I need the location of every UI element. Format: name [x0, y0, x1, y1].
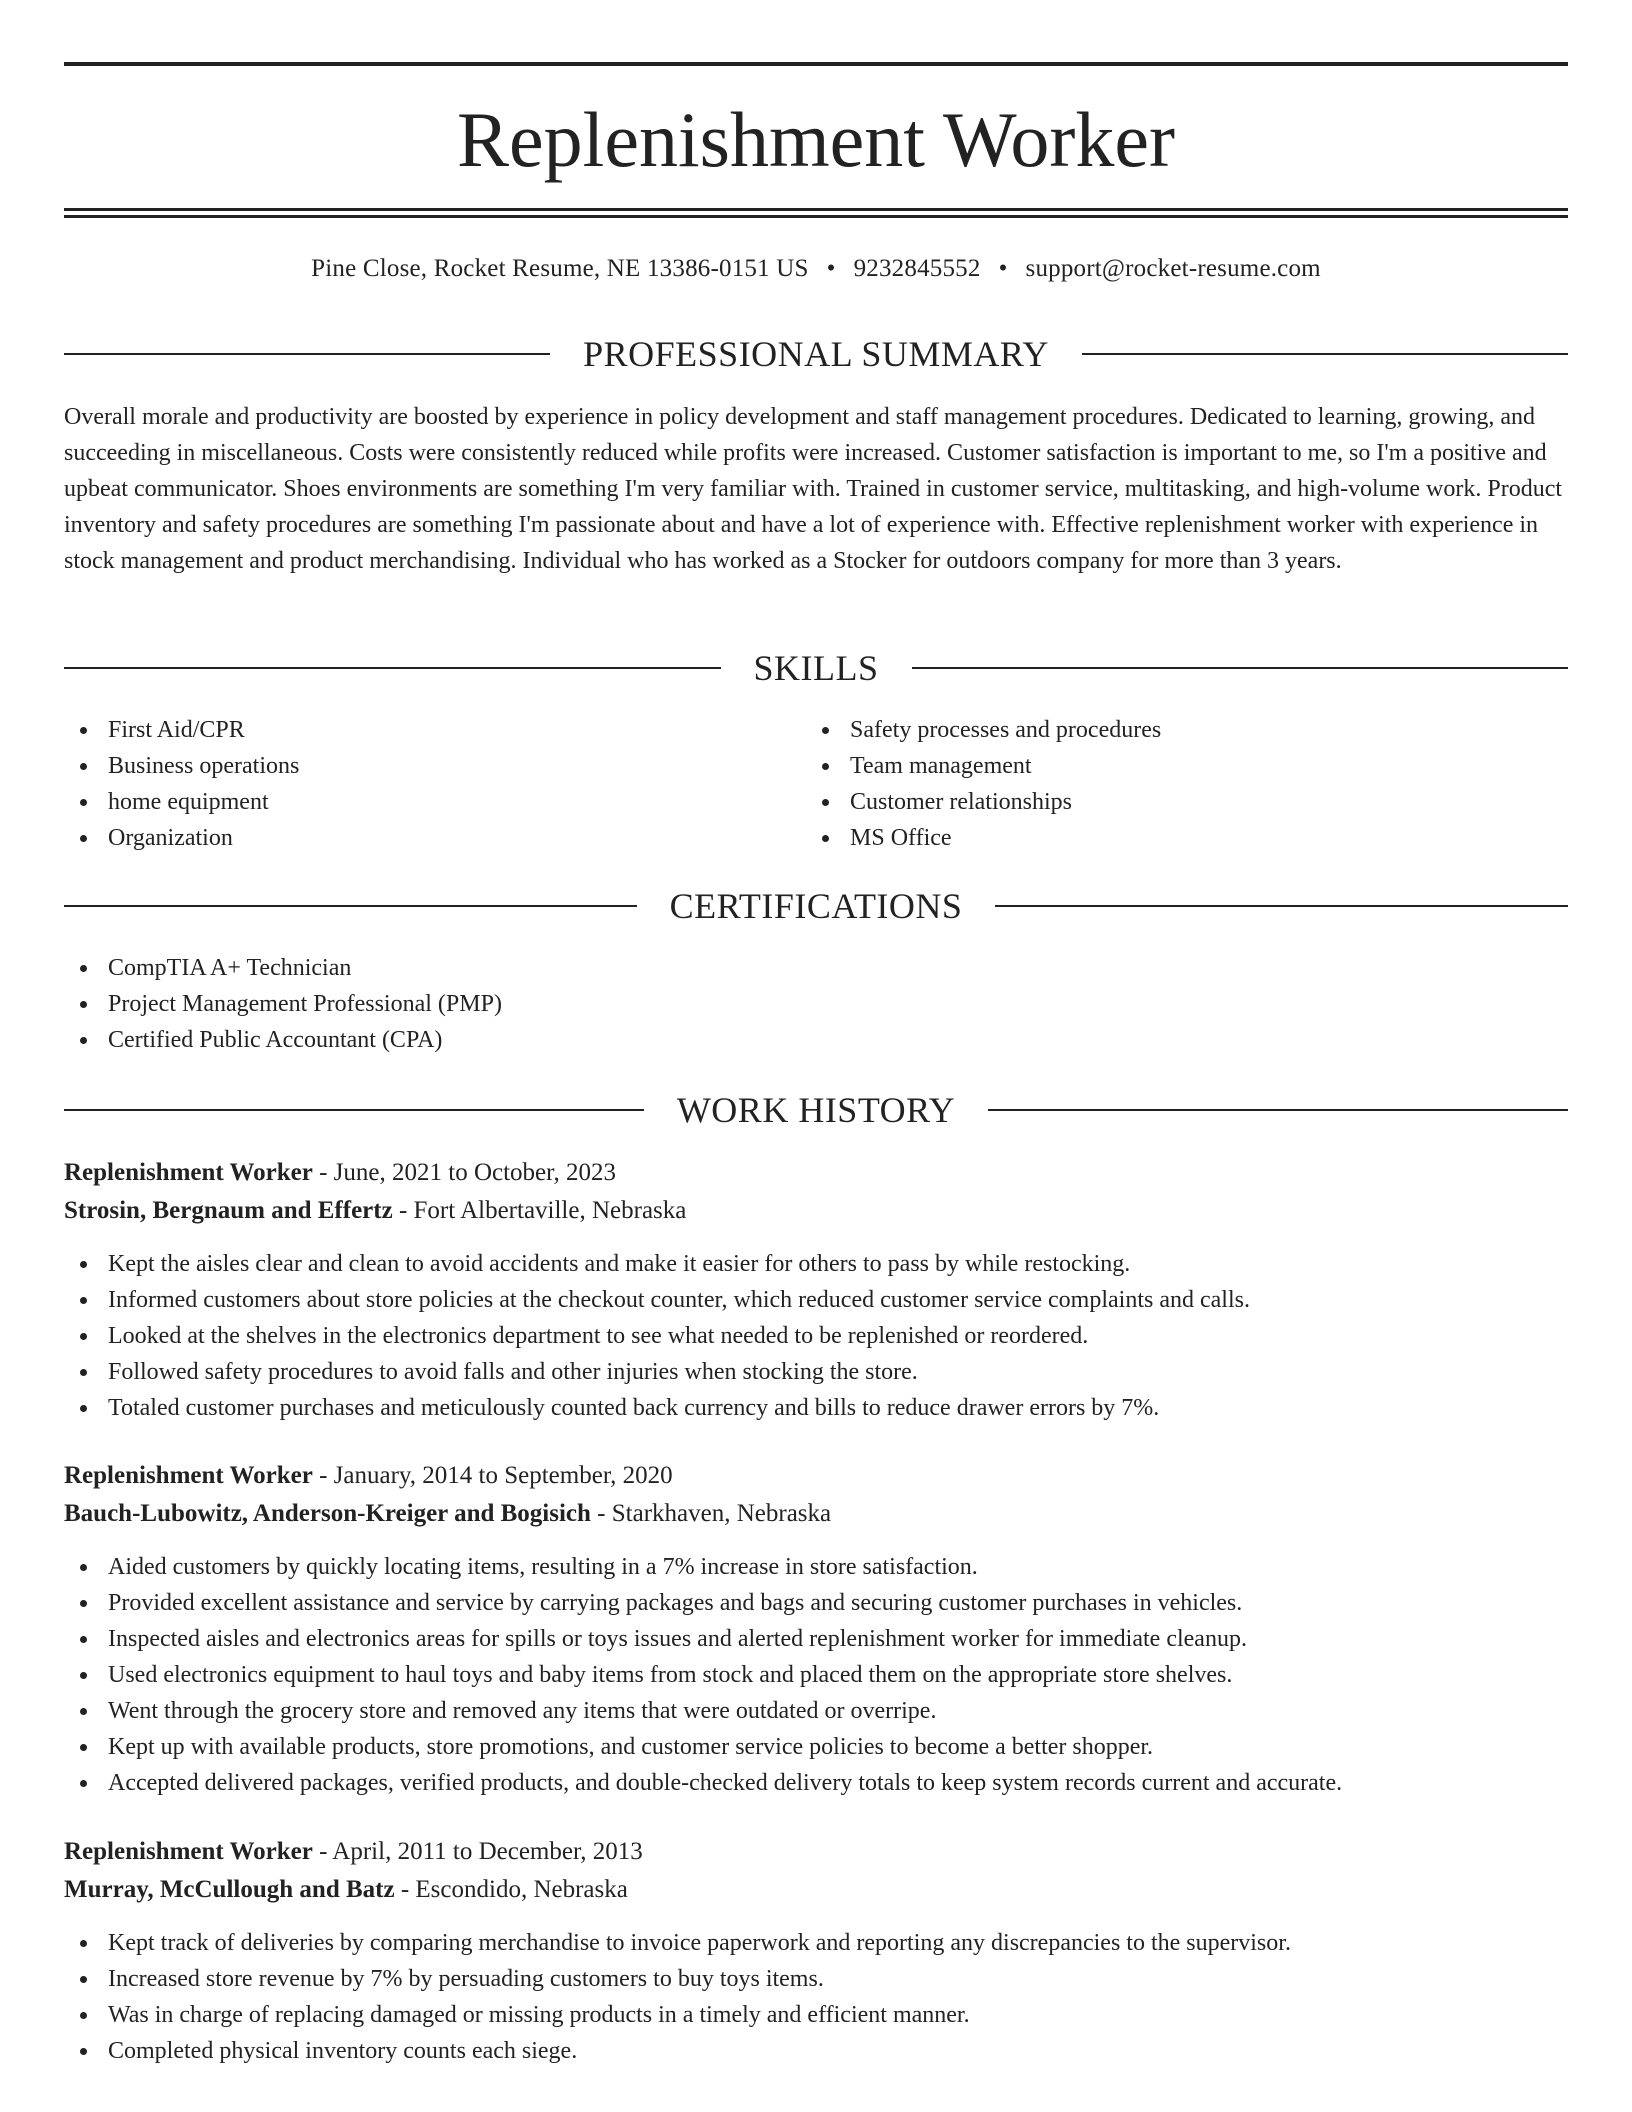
- job-bullets: [64, 1246, 1568, 1426]
- job-bullet: Informed customers about store policies at the checkout counter, which reduced customer service complaints and calls.: [64, 1282, 1568, 1318]
- heading-rule-left: [64, 667, 721, 669]
- job-location: Escondido, Nebraska: [415, 1876, 628, 1903]
- job-entry: [64, 1154, 1568, 1426]
- job-bullet: Totaled customer purchases and meticulously counted back currency and bills to reduce drawer errors by 7%.: [64, 1390, 1568, 1426]
- job-title-line: Replenishment Worker - April, 2011 to December, 2013: [64, 1838, 643, 1865]
- job-dates: January, 2014 to September, 2020: [333, 1462, 673, 1489]
- job-bullet: Kept track of deliveries by comparing merchandise to invoice paperwork and reporting any discrepancies to the supervisor.: [64, 1925, 1568, 1961]
- skill-item: Team management: [806, 748, 1546, 784]
- job-location: Fort Albertaville, Nebraska: [413, 1197, 687, 1224]
- skills-list-left: [64, 712, 804, 856]
- job-bullet: Kept the aisles clear and clean to avoid accidents and make it easier for others to pass by while restocking.: [64, 1246, 1568, 1282]
- job-title: Replenishment Worker: [64, 1838, 313, 1865]
- job-bullet: Went through the grocery store and removed any items that were outdated or overripe.: [64, 1693, 1568, 1729]
- job-bullet: Looked at the shelves in the electronics department to see what needed to be replenished or reordered.: [64, 1318, 1568, 1354]
- skill-item: Organization: [64, 820, 804, 856]
- job-bullet: Used electronics equipment to haul toys and baby items from stock and placed them on the appropriate store shelves.: [64, 1657, 1568, 1693]
- title-double-rule: [64, 208, 1568, 218]
- skill-item: Business operations: [64, 748, 804, 784]
- job-dates: April, 2011 to December, 2013: [332, 1838, 643, 1865]
- certifications-heading-row: [64, 884, 1568, 928]
- job-company-line: Strosin, Bergnaum and Effertz - Fort Albertaville, Nebraska: [64, 1197, 687, 1224]
- work-history-heading-row: [64, 1088, 1568, 1132]
- job-entry: [64, 1457, 1568, 1801]
- job-bullet: Accepted delivered packages, verified products, and double-checked delivery totals to keep system records current and accurate.: [64, 1765, 1568, 1801]
- contact-separator: •: [826, 255, 836, 282]
- job-bullet: Provided excellent assistance and service by carrying packages and bags and securing customer purchases in vehicles.: [64, 1585, 1568, 1621]
- certification-item: Certified Public Accountant (CPA): [64, 1022, 1568, 1058]
- job-bullet: Inspected aisles and electronics areas for spills or toys issues and alerted replenishment worker for immediate cleanup.: [64, 1621, 1568, 1657]
- job-company-line: Murray, McCullough and Batz - Escondido, Nebraska: [64, 1876, 628, 1903]
- job-bullet: Aided customers by quickly locating items, resulting in a 7% increase in store satisfaction.: [64, 1549, 1568, 1585]
- job-bullet: Kept up with available products, store promotions, and customer service policies to become a better shopper.: [64, 1729, 1568, 1765]
- heading-rule-right: [988, 1109, 1568, 1111]
- certifications-list: [64, 950, 1568, 1058]
- job-bullet: Completed physical inventory counts each siege.: [64, 2033, 1568, 2069]
- contact-line: [64, 253, 1568, 285]
- job-company: Bauch-Lubowitz, Anderson-Kreiger and Bogisich: [64, 1500, 591, 1527]
- job-title-line: Replenishment Worker - June, 2021 to October, 2023: [64, 1159, 616, 1186]
- heading-rule-left: [64, 353, 550, 355]
- skills-list-right: [806, 712, 1546, 856]
- skill-item: MS Office: [806, 820, 1546, 856]
- heading-rule-right: [912, 667, 1569, 669]
- skill-item: Customer relationships: [806, 784, 1546, 820]
- resume-title: Replenishment Worker: [457, 96, 1175, 183]
- heading-rule-right: [995, 905, 1568, 907]
- job-bullet: Was in charge of replacing damaged or missing products in a timely and efficient manner.: [64, 1997, 1568, 2033]
- summary-heading: PROFESSIONAL SUMMARY: [583, 334, 1049, 374]
- job-bullets: [64, 1549, 1568, 1801]
- job-bullets: [64, 1925, 1568, 2069]
- job-title: Replenishment Worker: [64, 1159, 313, 1186]
- job-location: Starkhaven, Nebraska: [611, 1500, 832, 1527]
- skill-item: home equipment: [64, 784, 804, 820]
- job-bullet: Increased store revenue by 7% by persuading customers to buy toys items.: [64, 1961, 1568, 1997]
- heading-rule-left: [64, 905, 637, 907]
- skill-item: First Aid/CPR: [64, 712, 804, 748]
- contact-phone: 9232845552: [853, 255, 981, 282]
- contact-email[interactable]: support@rocket-resume.com: [1025, 255, 1321, 282]
- top-rule: [64, 62, 1568, 66]
- work-history-heading: WORK HISTORY: [676, 1090, 956, 1130]
- skills-heading-row: [64, 646, 1568, 690]
- job-company: Murray, McCullough and Batz: [64, 1876, 395, 1903]
- certification-item: Project Management Professional (PMP): [64, 986, 1568, 1022]
- contact-separator: •: [998, 255, 1008, 282]
- certifications-heading: CERTIFICATIONS: [669, 886, 963, 926]
- skill-item: Safety processes and procedures: [806, 712, 1546, 748]
- summary-text: Overall morale and productivity are boosted by experience in policy development and staff management procedures. Dedicated to learning, growing, and succeeding in miscellaneous. Costs were consistently reduced while profits were increased. Customer satisfaction is important to me, so I'm a positive and upbeat communicator. Shoes environments are something I'm very familiar with. Trained in customer service, multitasking, and high-volume work. Product inventory and safety procedures are something I'm passionate about and have a lot of experience with. Effective replenishment worker with experience in stock management and product merchandising. Individual who has worked as a Stocker for outdoors company for more than 3 years.: [64, 404, 1563, 574]
- skills-heading: SKILLS: [753, 648, 879, 688]
- heading-rule-right: [1082, 353, 1568, 355]
- job-dates: June, 2021 to October, 2023: [333, 1159, 616, 1186]
- heading-rule-left: [64, 1109, 644, 1111]
- job-entry: [64, 1833, 1568, 2069]
- job-title-line: Replenishment Worker - January, 2014 to September, 2020: [64, 1462, 673, 1489]
- job-bullet: Followed safety procedures to avoid falls and other injuries when stocking the store.: [64, 1354, 1568, 1390]
- certification-item: CompTIA A+ Technician: [64, 950, 1568, 986]
- job-company: Strosin, Bergnaum and Effertz: [64, 1197, 393, 1224]
- contact-address: Pine Close, Rocket Resume, NE 13386-0151 US: [311, 255, 809, 282]
- summary-heading-row: [64, 332, 1568, 376]
- job-title: Replenishment Worker: [64, 1462, 313, 1489]
- job-company-line: Bauch-Lubowitz, Anderson-Kreiger and Bogisich - Starkhaven, Nebraska: [64, 1500, 832, 1527]
